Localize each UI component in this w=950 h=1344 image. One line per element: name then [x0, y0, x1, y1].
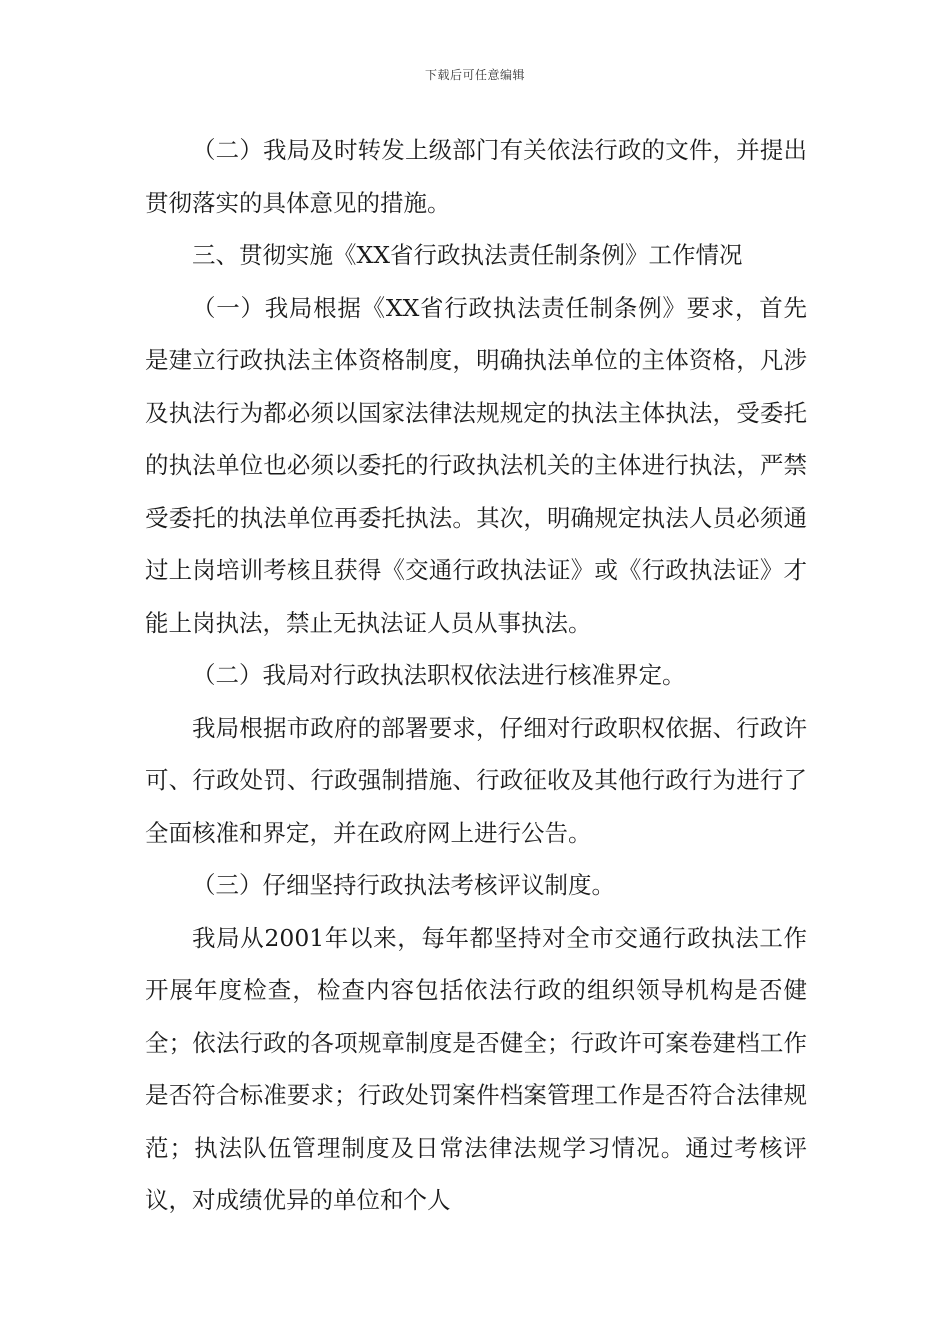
header-note: 下载后可任意编辑 — [424, 68, 525, 82]
paragraph-forwarding-documents: （二）我局及时转发上级部门有关依法行政的文件，并提出贯彻落实的具体意见的措施。 — [145, 136, 807, 217]
paragraph-subject-qualification: （一）我局根据《XX省行政执法责任制条例》要求，首先是建立行政执法主体资格制度，明确执法单位的主体资格，凡涉及执法行为都必须以国家法律法规规定的执法主体执法，受委托的执法单位也必须以委托的行政执法机关的主体进行执法，严禁受委托的执法单位再委托执法。其次，明确规定执法人员必须通过上岗培训考核且获得《交通行政执法证》或《行政执法证》才能上岗执法，禁止无执法证人员从事执法。 — [145, 293, 807, 637]
section-heading-three: 三、贯彻实施《XX省行政执法责任制条例》工作情况 — [192, 241, 743, 269]
paragraph-annual-inspection: 我局从2001年以来，每年都坚持对全市交通行政执法工作开展年度检查，检查内容包括依法行政的组织领导机构是否健全；依法行政的各项规章制度是否健全；行政许可案卷建档工作是否符合标准要求；行政处罚案件档案管理工作是否符合法律规范；执法队伍管理制度及日常法律法规学习情况。通过考核评议，对成绩优异的单位和个人 — [145, 923, 807, 1214]
subheading-authority-verification: （二）我局对行政执法职权依法进行核准界定。 — [192, 661, 686, 689]
document-body — [145, 124, 807, 1227]
paragraph-authority-verification: 我局根据市政府的部署要求，仔细对行政职权依据、行政许可、行政处罚、行政强制措施、行政征收及其他行政行为进行了全面核准和界定，并在政府网上进行公告。 — [145, 713, 807, 847]
subheading-assessment-system: （三）仔细坚持行政执法考核评议制度。 — [192, 871, 615, 899]
